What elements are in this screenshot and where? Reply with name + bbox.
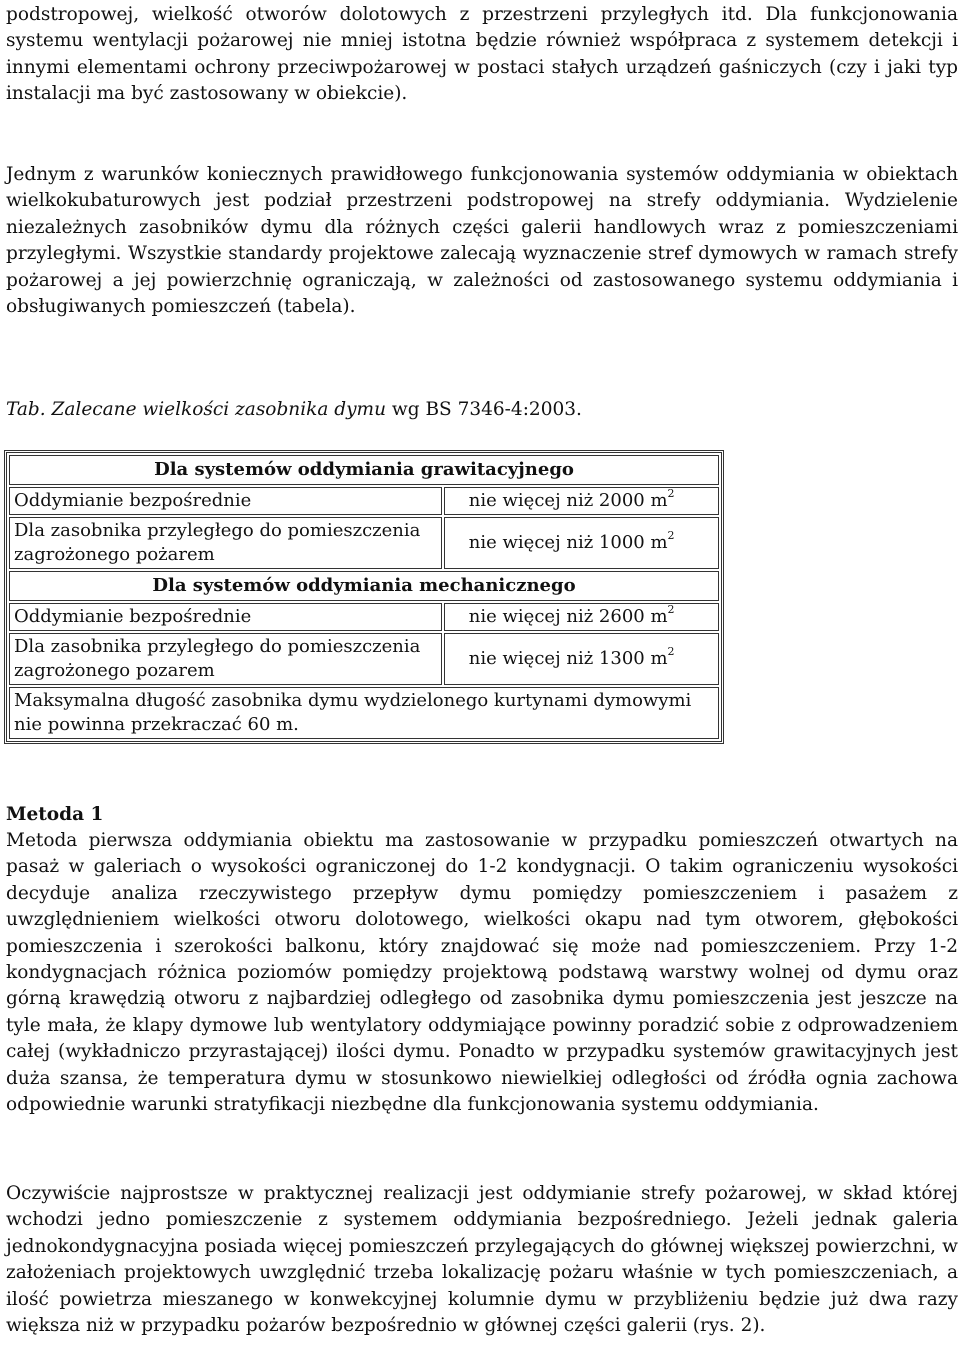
- table-caption-source: wg BS 7346-4:2003.: [386, 399, 582, 420]
- intro-paragraph: podstropowej, wielkość otworów dolotowych z przestrzeni przyległych itd. Dla funkcjonowania systemu wentylacji pożarowej nie mniej istotna będzie również współpraca z systemem detekcji i innymi elementami ochrony przeciwpożarowej w postaci stałych urządzeń gaśniczych (czy i jaki typ instalacji ma być zastosowany w obiekcie).: [6, 4, 958, 105]
- table-caption: [6, 397, 582, 423]
- smoke-reservoir-table: [4, 450, 724, 744]
- zones-paragraph: Jednym z warunków koniecznych prawidłowego funkcjonowania systemów oddymiania w obiektach wielkokubaturowych jest podział przestrzeni podstropowej na strefy oddymiania. Wydzielenie niezależnych zasobników dymu dla różnych części galerii handlowych wraz z pomieszczeniami przyległymi. Wszystkie standardy projektowe zalecają wyznaczenie stref dymowych w ramach strefy pożarowej a jej powierzchnię ograniczają, w zależności od zastosowanego systemu oddymiania i obsługiwanych pomieszczeń (tabela).: [6, 164, 958, 318]
- table-caption-title: Tab. Zalecane wielkości zasobnika dymu: [6, 399, 386, 420]
- table-row: [9, 603, 719, 631]
- section-heading: Metoda 1: [6, 804, 104, 825]
- table-row: [9, 633, 719, 685]
- row-label: Dla zasobnika przyległego do pomieszczenia zagrożonego pozarem: [9, 633, 442, 685]
- row-label: Oddymianie bezpośrednie: [9, 603, 442, 631]
- row-label: Dla zasobnika przyległego do pomieszczenia zagrożonego pożarem: [9, 517, 442, 569]
- row-value: nie więcej niż 1000 $m^2$: [444, 517, 719, 569]
- row-value: nie więcej niż 2000 $m^2$: [444, 487, 719, 515]
- table-row: [9, 487, 719, 515]
- method1-paragraph: Metoda pierwsza oddymiania obiektu ma zastosowanie w przypadku pomieszczeń otwartych na pasaż w galeriach o wysokości ograniczonej do 1-2 kondygnacji. O takim ograniczeniu wysokości decyduje analiza rzeczywistego przepływ dymu pomiędzy pomieszczeniem i pasażem z uwzględnieniem wielkości otworu dolotowego, wielkości okapu nad tym otworem, głębokości pomieszczenia i szerokości balkonu, który znajdować się może nad pomieszczeniem. Przy 1-2 kondygnacjach różnica poziomów pomiędzy projektową podstawą warstwy wolnej od dymu oraz górną krawędzią otworu z najbardziej odległego od zasobnika dymu pomieszczenia jest jeszcze na tyle mała, że klapy dymowe lub wentylatory oddymiające powinny poradzić sobie z odprowadzeniem całej (wykładniczo przyrastającej) ilości dymu. Ponadto w przypadku systemów grawitacyjnych jest duża szansa, że temperatura dymu w stosunkowo niewielkiej odległości od źródła ognia zachowa odpowiednie warunki stratyfikacji niezbędne dla funkcjonowania systemu oddymiania.: [6, 830, 958, 1116]
- table-row: [9, 517, 719, 569]
- row-value: nie więcej niż 2600 $m^2$: [444, 603, 719, 631]
- table-note: Maksymalna długość zasobnika dymu wydzielonego kurtynami dymowymi nie powinna przekraczać 60 m.: [9, 687, 719, 739]
- closing-paragraph: Oczywiście najprostsze w praktycznej realizacji jest oddymianie strefy pożarowej, w skład której wchodzi jedno pomieszczenie z systemem oddymiania bezpośredniego. Jeżeli jednak galeria jednokondygnacyjna posiada więcej pomieszczeń przylegających do głównej większej powierzchni, w założeniach projektowych uwzględnić trzeba lokalizację pożaru właśnie w tych pomieszczeniach, a ilość powietrza mieszanego w konwekcyjnej kolumnie dymu w przybliżeniu będzie już dwa razy większa niż w przypadku pożarów bezpośrednio w głównej części galerii (rys. 2).: [6, 1183, 958, 1337]
- mechanical-systems-header: Dla systemów oddymiania mechanicznego: [9, 571, 719, 601]
- row-value: nie więcej niż 1300 $m^2$: [444, 633, 719, 685]
- row-label: Oddymianie bezpośrednie: [9, 487, 442, 515]
- gravity-systems-header: Dla systemów oddymiania grawitacyjnego: [9, 455, 719, 485]
